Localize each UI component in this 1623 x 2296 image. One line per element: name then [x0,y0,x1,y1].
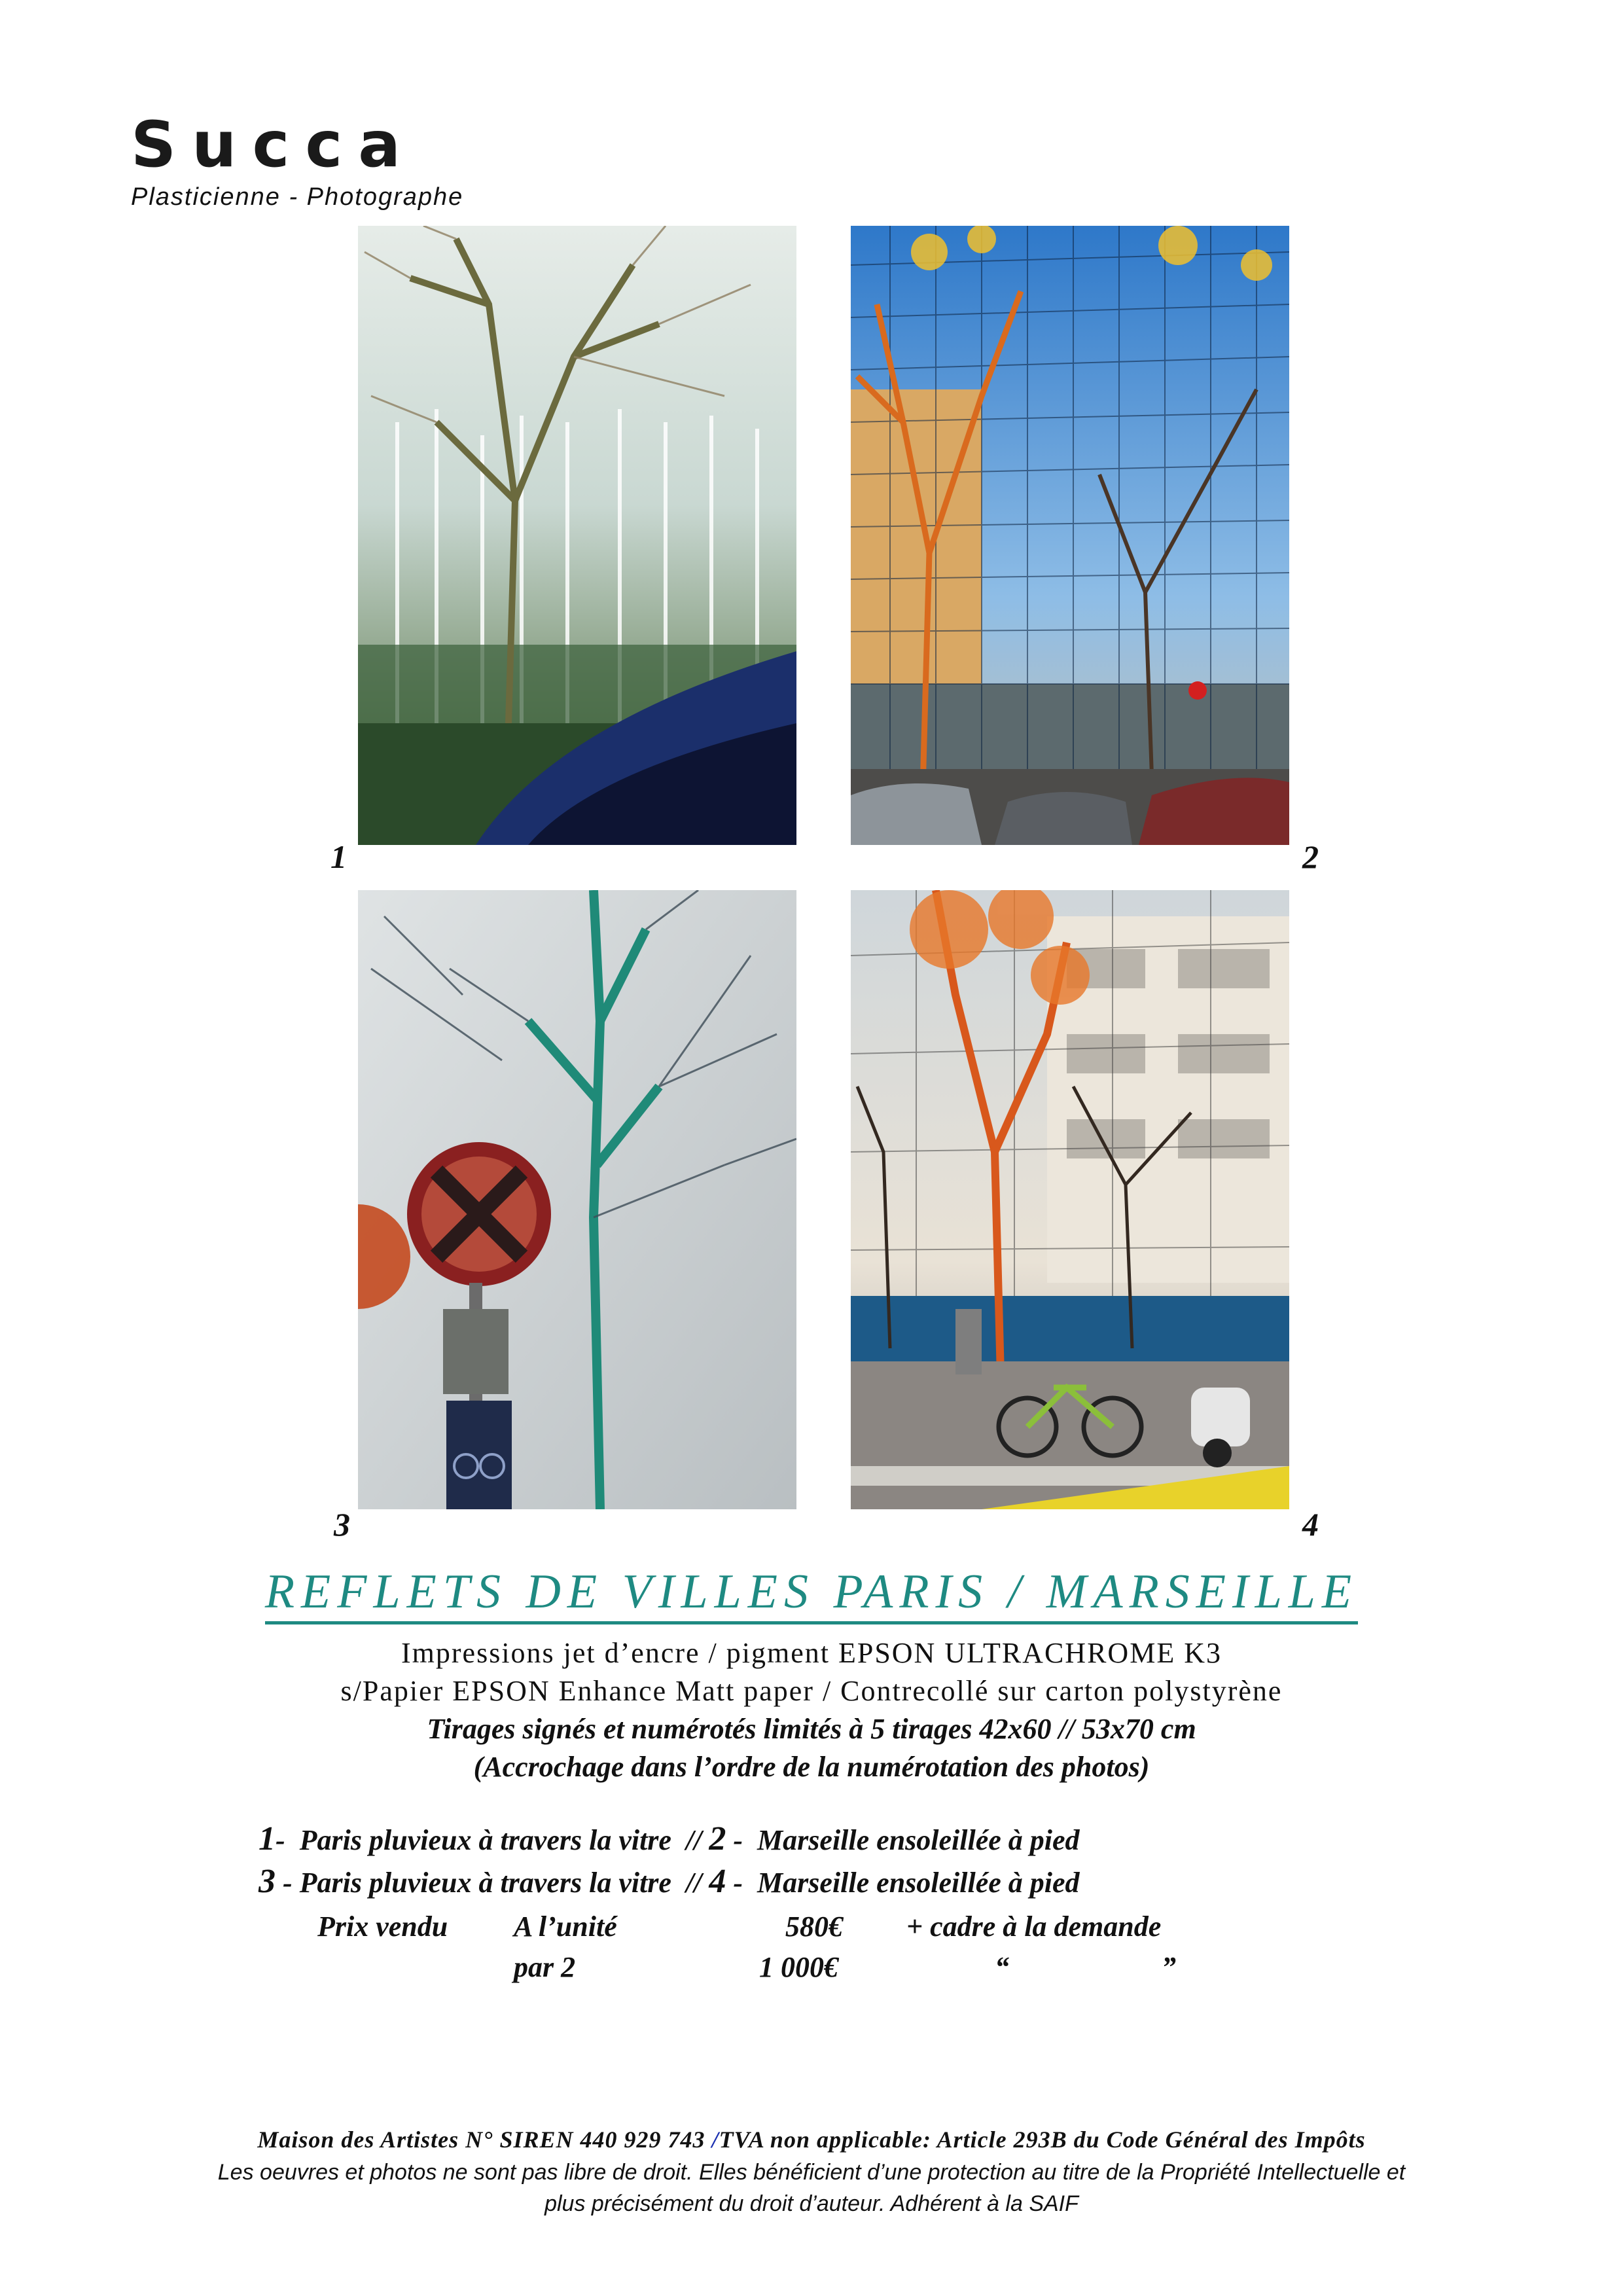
hanging-note: (Accrochage dans l’ordre de la numérotation des photos) [473,1751,1150,1783]
photo-1 [358,226,796,845]
edition-info: Tirages signés et numérotés limités à 5 tirages 42x60 // 53x70 cm [427,1713,1196,1745]
ditto-close: ” [1162,1951,1176,1983]
list-number: 1 [259,1820,276,1857]
legal-right: TVA non applicable: Article 293B du Code Général des Impôts [719,2126,1366,2153]
list-text: - Paris pluvieux à travers la vitre // [276,1824,702,1856]
pair-price: 1 000€ [759,1951,838,1983]
legal-slash: / [711,2126,719,2153]
photo-number-2: 2 [1302,838,1319,875]
photo-number-3: 3 [334,1506,350,1543]
paper-mounting: s/Papier EPSON Enhance Matt paper / Contrecollé sur carton polystyrène [340,1675,1283,1707]
list-number: 2 [709,1820,726,1857]
ditto-open: “ [995,1951,1009,1983]
photo-3 [358,890,796,1509]
list-text: - Paris pluvieux à travers la vitre // [276,1867,702,1899]
photo-4 [851,890,1289,1509]
photo-number-1: 1 [330,838,347,875]
legal-line [0,2126,1623,2153]
list-number: 3 [259,1863,276,1900]
brand-logo: Succa [131,108,417,181]
list-text: - Marseille ensoleillée à pied [726,1824,1080,1856]
photo-number-4: 4 [1302,1506,1319,1543]
photo-2 [851,226,1289,845]
copyright-line-2: plus précisément du droit d’auteur. Adhérent à la SAIF [544,2191,1079,2216]
unit-label: A l’unité [514,1910,617,1943]
list-text: - Marseille ensoleillée à pied [726,1867,1080,1899]
print-technique: Impressions jet d’encre / pigment EPSON ULTRACHROME K3 [401,1637,1222,1669]
legal-left: Maison des Artistes N° SIREN 440 929 743 [257,2126,712,2153]
unit-price: 580€ [785,1910,843,1943]
brand-tagline: Plasticienne - Photographe [131,183,464,211]
list-number: 4 [709,1863,726,1900]
pair-label: par 2 [514,1951,576,1983]
photo-list-row-2 [259,1862,1080,1901]
price-label: Prix vendu [317,1910,448,1943]
series-title-text: REFLETS DE VILLES PARIS / MARSEILLE [265,1565,1358,1624]
photo-list-row-1 [259,1820,1080,1858]
series-title [0,1564,1623,1620]
frame-note: + cadre à la demande [906,1910,1162,1943]
copyright-line-1: Les oeuvres et photos ne sont pas libre de droit. Elles bénéficient d’une protection au titre de la Propriété Intellectuelle et [217,2160,1406,2185]
